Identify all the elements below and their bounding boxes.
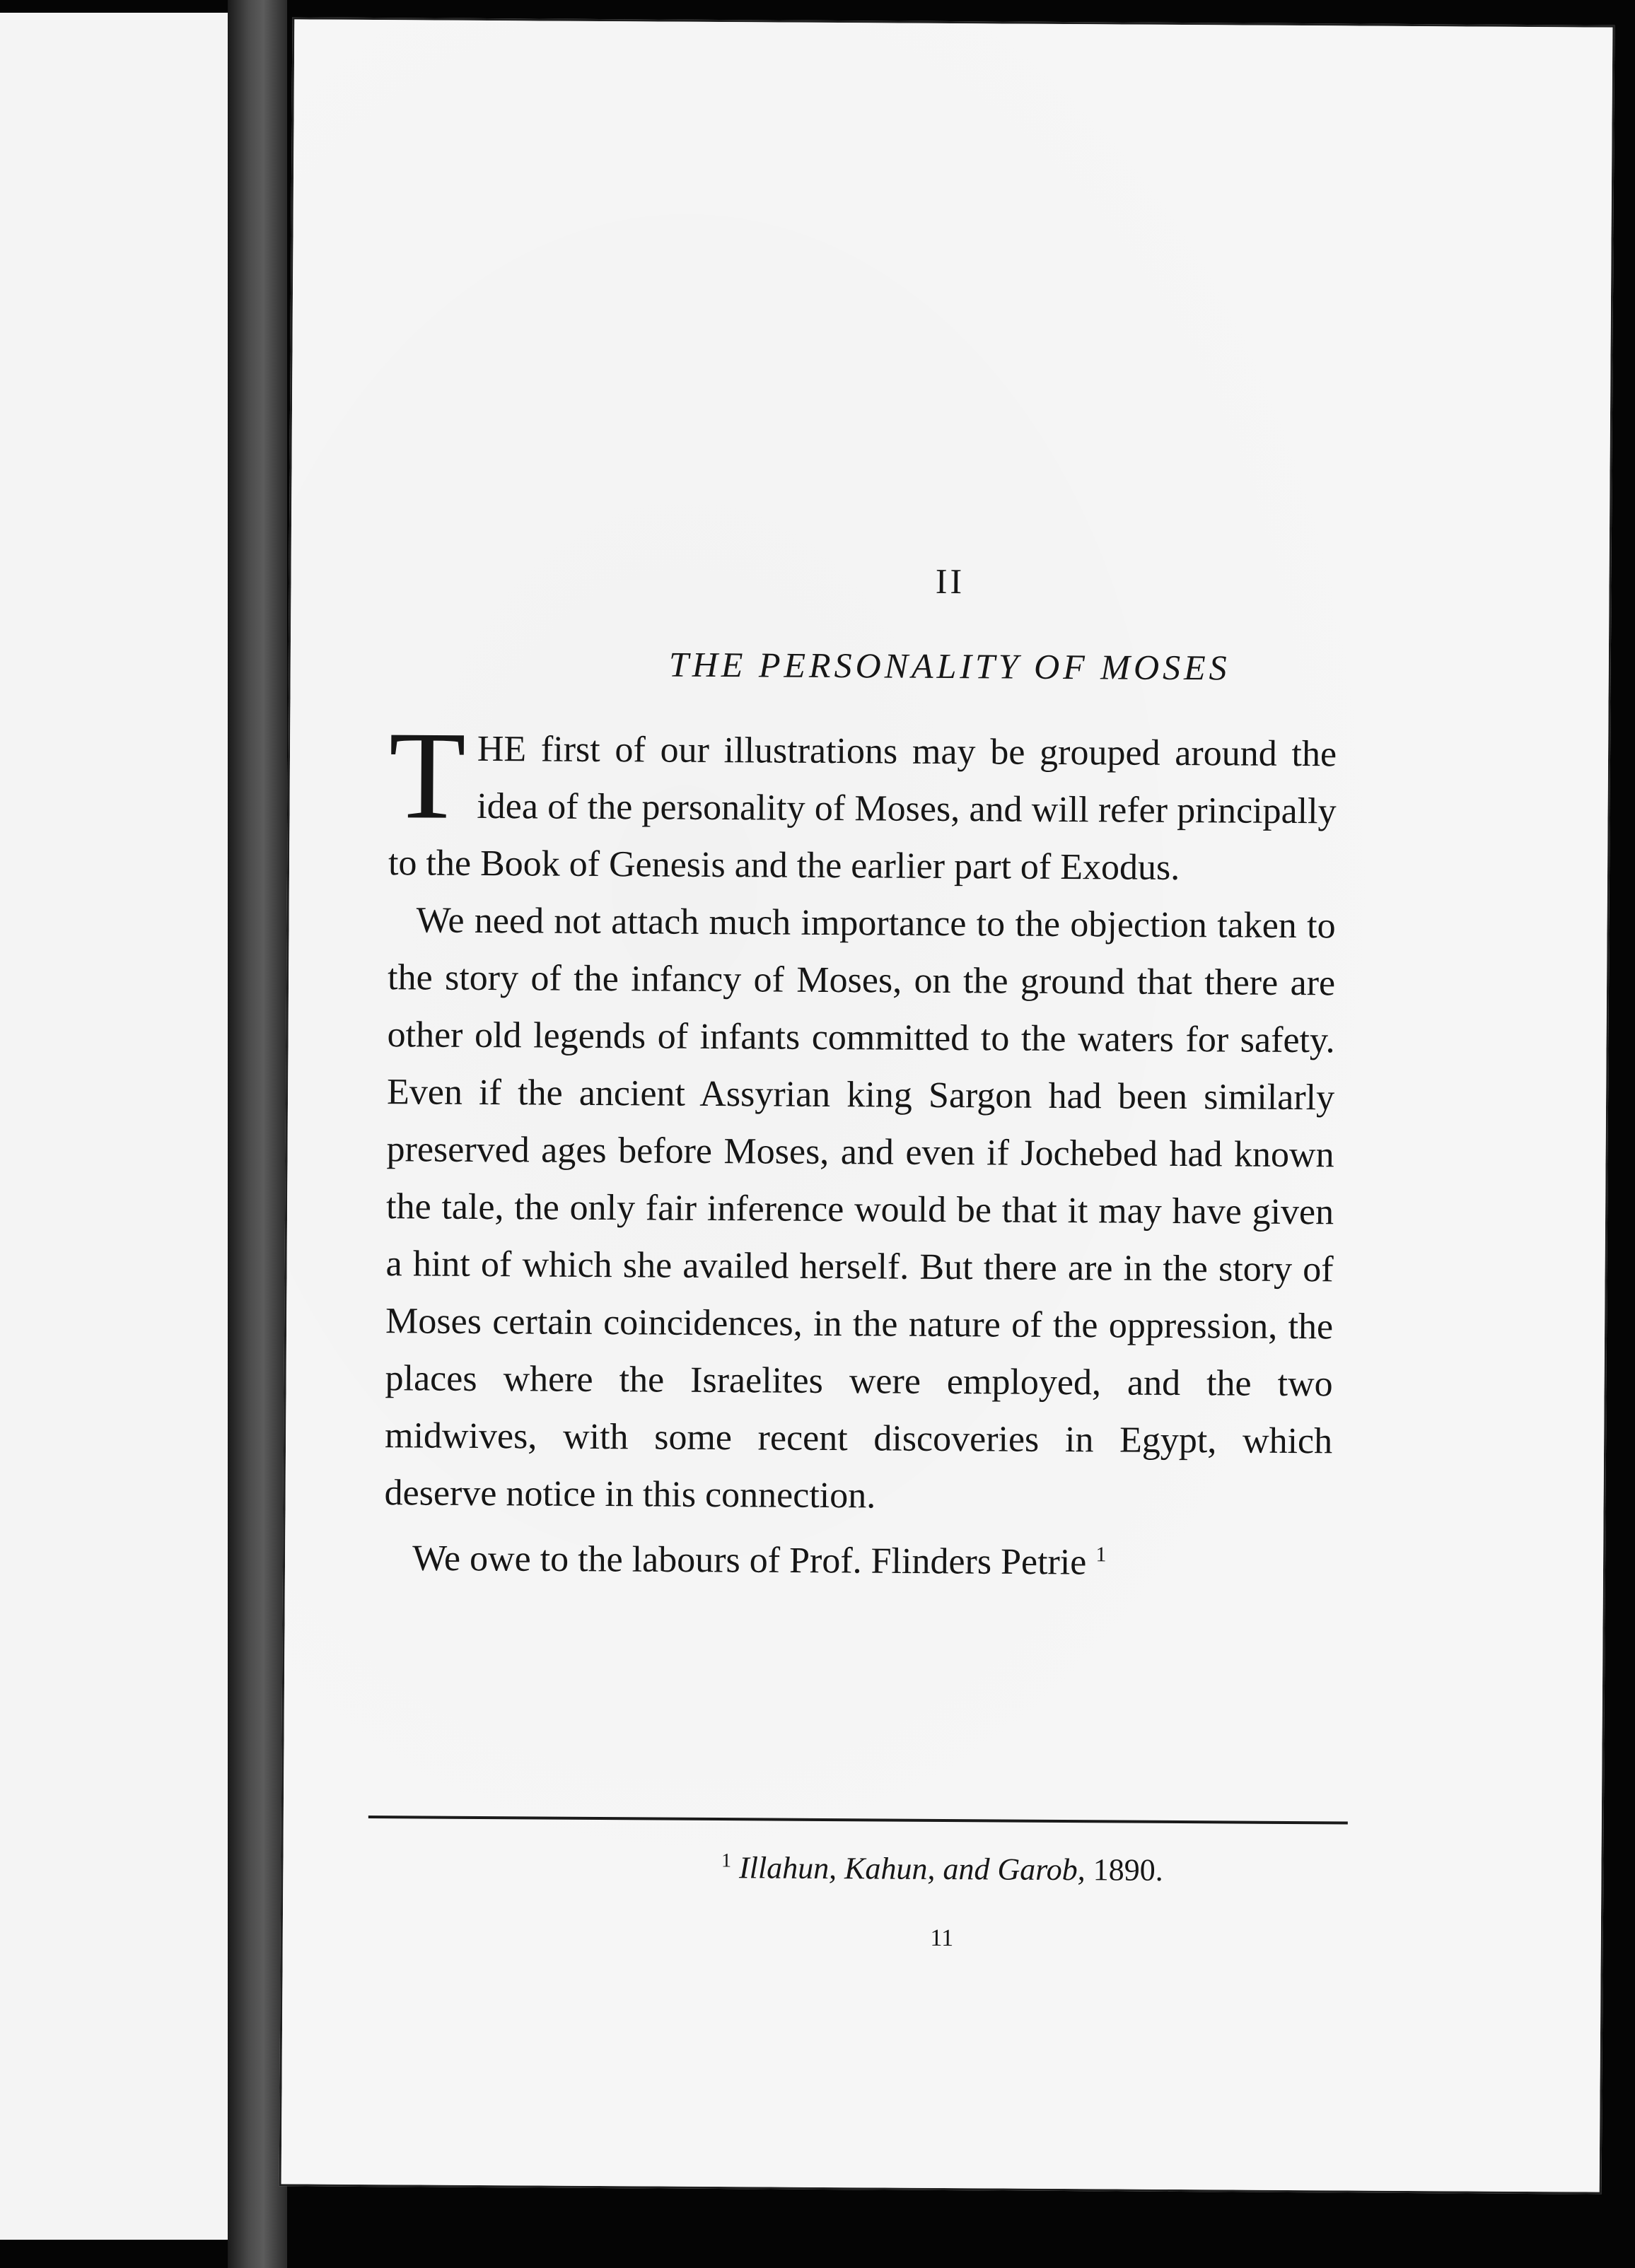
left-facing-page xyxy=(0,13,229,2240)
footnote-marker: 1 xyxy=(721,1849,732,1872)
footnote xyxy=(283,1847,1601,1890)
footnote-text: Illahun, Kahun, and Garob, xyxy=(738,1850,1086,1888)
footnote-year: 1890. xyxy=(1093,1852,1163,1888)
chapter-number: II xyxy=(935,561,965,602)
book-page xyxy=(279,17,1615,2194)
paragraph-1 xyxy=(388,705,1337,897)
paragraph-2-text: We need not attach much importance to the objection taken to the story of the infancy of Moses, on the ground that there are other old legends of infants committed to the waters for safety. Even if the ancient Assyrian king Sargon had been similarly preserved ages before Moses, and even if Jochebed had known the tale, the only fair inference would be that it may have given a hint of which she availed herself. But there are in the story of Moses certain coincidences, in the nature of the oppression, the places where the Israelites were employed, and the two midwives, with some recent discoveries in Egypt, which deserve notice in this connection. xyxy=(384,900,1336,1516)
footnote-reference: 1 xyxy=(1095,1543,1107,1567)
paragraph-3 xyxy=(384,1521,1332,1593)
page-number: 11 xyxy=(930,1924,954,1952)
book-gutter xyxy=(228,0,287,2268)
page-surface xyxy=(281,19,1613,2192)
footnote-rule xyxy=(368,1816,1348,1824)
drop-cap: T xyxy=(388,705,467,846)
chapter-title: THE PERSONALITY OF MOSES xyxy=(668,644,1230,688)
paragraph-1-text: HE first of our illustrations may be grouped around the idea of the personality of Moses, and will refer principally to the Book of Genesis and the earlier part of Exodus. xyxy=(388,728,1337,889)
body-text xyxy=(384,705,1337,1592)
paragraph-3-text: We owe to the labours of Prof. Flinders Petrie xyxy=(412,1538,1087,1583)
paragraph-2 xyxy=(384,892,1335,1527)
